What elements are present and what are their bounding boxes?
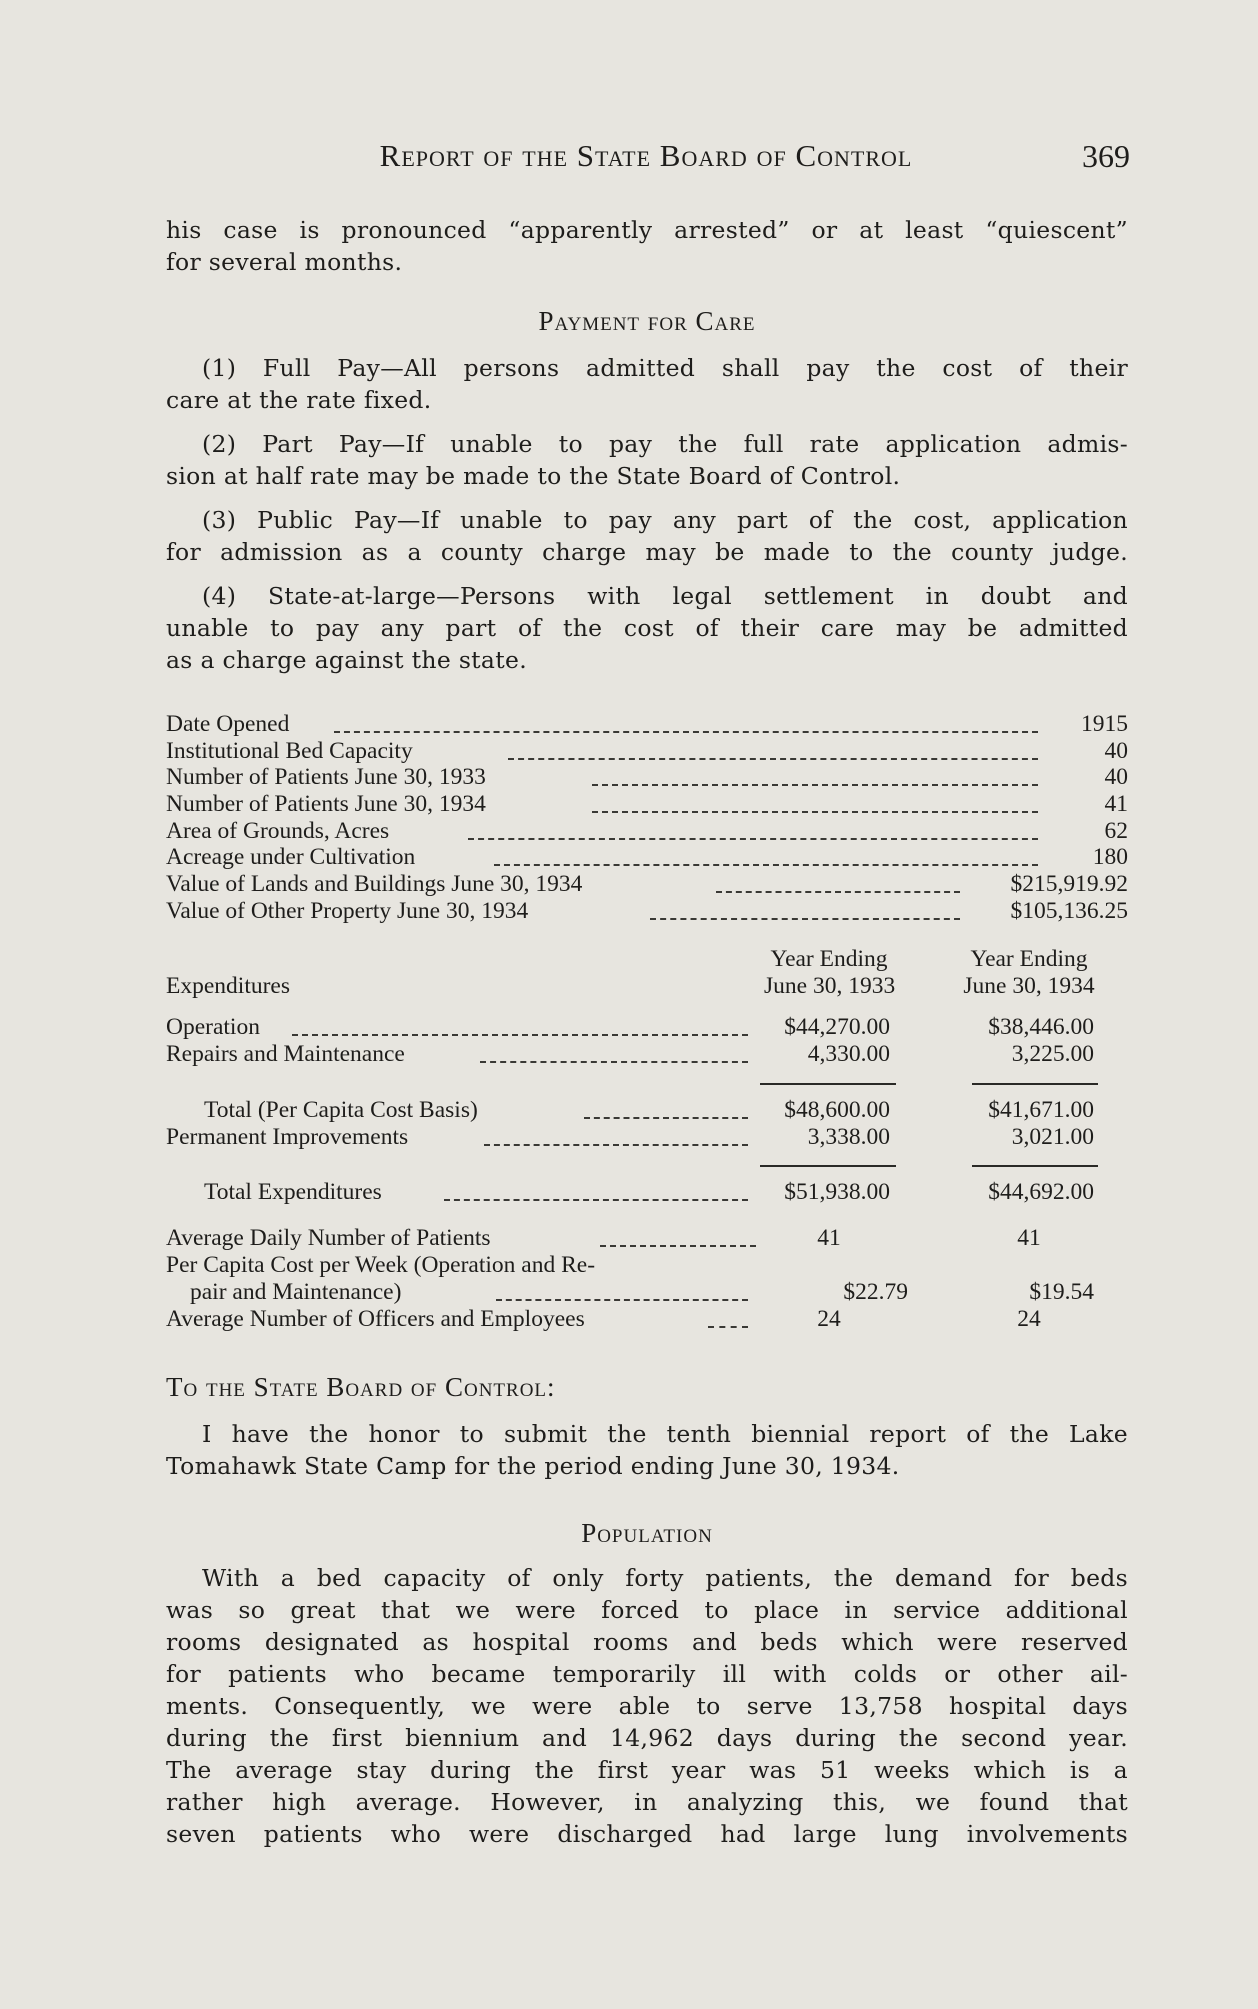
text-line: seven patients who were discharged had large lung involvements (166, 1820, 1128, 1848)
text-line: rather high average. However, in analyzing this, we found that (166, 1788, 1128, 1816)
stat-row (166, 818, 1128, 845)
to-board-paragraph (166, 1418, 1128, 1482)
expenditures-label-row (166, 973, 1128, 1000)
sum-rule (972, 1083, 1098, 1085)
dot-leader (494, 864, 1038, 866)
value-1933: $51,938.00 (784, 1179, 890, 1205)
value-1933: 24 (817, 1306, 841, 1332)
text-line: unable to pay any part of the cost of their care may be admitted (166, 614, 1128, 642)
value-1934: 41 (1017, 1225, 1041, 1251)
payment-heading: Payment for Care (538, 306, 756, 336)
text-line: for several months. (166, 248, 403, 276)
dot-leader (496, 1299, 748, 1301)
expense-row-per-capita-l1 (166, 1252, 1128, 1279)
dot-leader (592, 811, 1038, 813)
column-header-line: Year Ending (770, 946, 888, 972)
expenditures-label: Expenditures (166, 973, 290, 999)
expenditures-table (166, 946, 1128, 1346)
expense-row-avg-patients (166, 1225, 1128, 1252)
stat-row (166, 764, 1128, 791)
text-line: ments. Consequently, we were able to serve 13,758 hospital days (166, 1692, 1128, 1720)
stat-value: $215,919.92 (1010, 871, 1128, 898)
text-line: With a bed capacity of only forty patients, the demand for beds (202, 1564, 1128, 1592)
stat-label: Acreage under Cultivation (166, 844, 416, 871)
stat-value: 1915 (1081, 711, 1128, 737)
stat-row (166, 844, 1128, 871)
expense-row-total (166, 1179, 1128, 1206)
population-paragraph (166, 1562, 1128, 1850)
value-1933: $22.79 (843, 1279, 908, 1305)
payment-item-2 (166, 428, 1128, 492)
stat-value: 41 (1104, 791, 1128, 818)
row-label: Operation (166, 1014, 260, 1040)
column-header-line: June 30, 1934 (963, 973, 1095, 999)
column-header-line: June 30, 1933 (764, 973, 896, 999)
intro-paragraph (166, 214, 1128, 278)
text-line: was so great that we were forced to place in service additional (166, 1596, 1128, 1624)
stat-value: 40 (1104, 764, 1128, 791)
text-line: (4) State-at-large—Persons with legal settlement in doubt and (202, 582, 1128, 610)
page-number: 369 (1082, 138, 1130, 174)
to-board-heading: To the State Board of Control: (166, 1372, 556, 1402)
expense-row-repairs (166, 1041, 1128, 1068)
row-label: Average Number of Officers and Employees (166, 1306, 585, 1332)
value-1933: 4,330.00 (807, 1041, 890, 1067)
running-head (166, 138, 1130, 178)
stat-label: Area of Grounds, Acres (166, 817, 390, 844)
stat-label: Institutional Bed Capacity (166, 737, 413, 764)
dot-leader (584, 1117, 748, 1119)
row-label: pair and Maintenance) (190, 1279, 402, 1305)
sum-rule (972, 1165, 1098, 1167)
value-1934: $44,692.00 (988, 1179, 1094, 1205)
text-line: sion at half rate may be made to the State Board of Control. (166, 462, 901, 490)
payment-item-1 (166, 352, 1128, 416)
row-label: Total (Per Capita Cost Basis) (204, 1097, 478, 1123)
value-1934: 3,225.00 (1011, 1041, 1094, 1067)
stat-label: Value of Lands and Buildings June 30, 1934 (166, 871, 583, 898)
column-header-line: Year Ending (970, 946, 1088, 972)
stat-value: $105,136.25 (1010, 897, 1128, 924)
text-line: (1) Full Pay—All persons admitted shall pay the cost of their (202, 354, 1128, 382)
row-label: Average Daily Number of Patients (166, 1225, 491, 1251)
dot-leader (480, 1061, 748, 1063)
text-line: (2) Part Pay—If unable to pay the full rate application admis- (202, 430, 1128, 458)
expense-row-permanent (166, 1124, 1128, 1151)
stat-row (166, 738, 1128, 765)
text-line: care at the rate fixed. (166, 386, 432, 414)
running-head-title: Report of the State Board of Control (379, 138, 913, 173)
text-line: I have the honor to submit the tenth biennial report of the Lake (202, 1420, 1128, 1448)
stat-label: Number of Patients June 30, 1933 (166, 764, 486, 791)
statistics-list (166, 711, 1128, 925)
dot-leader (468, 838, 1038, 840)
expense-row-avg-officers (166, 1306, 1128, 1333)
expense-row-operation (166, 1014, 1128, 1041)
text-line: (3) Public Pay—If unable to pay any part of the cost, application (202, 506, 1128, 534)
text-line: for admission as a county charge may be made to the county judge. (166, 538, 1128, 566)
text-line: rooms designated as hospital rooms and beds which were reserved (166, 1628, 1128, 1656)
stat-row (166, 871, 1128, 898)
value-1934: $38,446.00 (988, 1014, 1094, 1040)
stat-row (166, 791, 1128, 818)
stat-label: Value of Other Property June 30, 1934 (166, 897, 529, 924)
dot-leader (600, 1245, 756, 1247)
row-label: Per Capita Cost per Week (Operation and Re- (166, 1252, 596, 1278)
dot-leader (708, 1326, 748, 1328)
expense-row-total-per-capita (166, 1097, 1128, 1124)
text-line: his case is pronounced “apparently arrested” or at least “quiescent” (166, 216, 1128, 244)
text-line: as a charge against the state. (166, 646, 527, 674)
row-label: Permanent Improvements (166, 1124, 409, 1150)
stat-label: Number of Patients June 30, 1934 (166, 791, 486, 818)
stat-row (166, 711, 1128, 738)
value-1934: 24 (1017, 1306, 1041, 1332)
value-1933: $48,600.00 (784, 1097, 890, 1123)
dot-leader (484, 1144, 748, 1146)
row-label: Repairs and Maintenance (166, 1041, 405, 1067)
dot-leader (334, 731, 1038, 733)
text-line: Tomahawk State Camp for the period ending June 30, 1934. (166, 1452, 900, 1480)
sum-rule (760, 1083, 896, 1085)
payment-item-3 (166, 504, 1128, 568)
dot-leader (508, 758, 1038, 760)
stat-value: 40 (1104, 737, 1128, 764)
stat-row (166, 898, 1128, 925)
dot-leader (592, 784, 1038, 786)
text-line: The average stay during the first year was 51 weeks which is a (166, 1756, 1128, 1784)
stat-value: 180 (1092, 844, 1128, 871)
dot-leader (444, 1199, 748, 1201)
population-heading: Population (581, 1518, 713, 1548)
row-label: Total Expenditures (204, 1179, 382, 1205)
value-1934: $41,671.00 (988, 1097, 1094, 1123)
dot-leader (292, 1034, 748, 1036)
text-line: for patients who became temporarily ill with colds or other ail- (166, 1660, 1128, 1688)
value-1934: $19.54 (1029, 1279, 1094, 1305)
stat-value: 62 (1104, 817, 1128, 844)
value-1933: $44,270.00 (784, 1014, 890, 1040)
text-line: during the first biennium and 14,962 days during the second year. (166, 1724, 1128, 1752)
value-1933: 3,338.00 (807, 1124, 890, 1150)
dot-leader (650, 918, 960, 920)
value-1933: 41 (817, 1225, 841, 1251)
stat-label: Date Opened (166, 711, 290, 737)
payment-item-4 (166, 580, 1128, 676)
expense-row-per-capita-l2 (166, 1279, 1128, 1306)
dot-leader (716, 891, 960, 893)
value-1934: 3,021.00 (1011, 1124, 1094, 1150)
sum-rule (760, 1165, 896, 1167)
